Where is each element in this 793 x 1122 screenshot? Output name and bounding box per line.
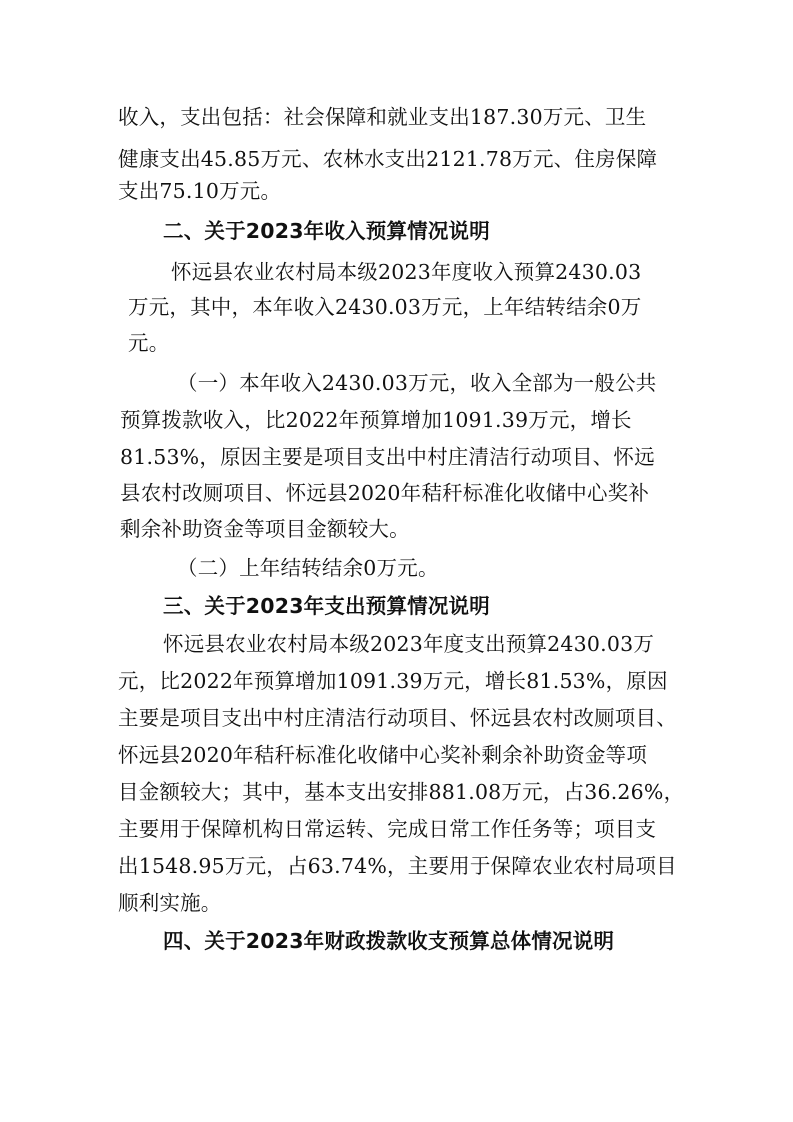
- body-line: 预算拨款收入，比2022年预算增加1091.39万元，增长: [120, 408, 632, 432]
- body-line: 顺利实施。: [118, 891, 222, 915]
- section-heading: 四、关于2023年财政拨款收支预算总体情况说明: [163, 929, 615, 953]
- section-heading: 三、关于2023年支出预算情况说明: [163, 594, 490, 618]
- body-line: 元。: [128, 331, 170, 355]
- body-line: 主要用于保障机构日常运转、完成日常工作任务等；项目支: [118, 817, 657, 841]
- body-line: 剩余补助资金等项目金额较大。: [120, 517, 410, 541]
- section-heading: 二、关于2023年收入预算情况说明: [163, 219, 490, 243]
- body-line: 县农村改厕项目、怀远县2020年秸秆标准化收储中心奖补: [120, 481, 650, 505]
- body-line: 主要是项目支出中村庄清洁行动项目、怀远县农村改厕项目、: [118, 706, 677, 730]
- body-line: 怀远县农业农村局本级2023年度支出预算2430.03万: [163, 632, 655, 656]
- body-line: 怀远县2020年秸秆标准化收储中心奖补剩余补助资金等项: [118, 743, 648, 767]
- body-line: 怀远县农业农村局本级2023年度收入预算2430.03: [171, 260, 642, 284]
- body-line: 出1548.95万元，占63.74%，主要用于保障农业农村局项目: [118, 854, 677, 878]
- body-line: （一）本年收入2430.03万元，收入全部为一般公共: [177, 371, 657, 395]
- body-line: 收入，支出包括：社会保障和就业支出187.30万元、卫生: [118, 105, 647, 129]
- body-line: 81.53%，原因主要是项目支出中村庄清洁行动项目、怀远: [120, 445, 655, 469]
- body-line: 元，比2022年预算增加1091.39万元，增长81.53%，原因: [118, 669, 668, 693]
- body-line: 万元，其中，本年收入2430.03万元，上年结转结余0万: [128, 295, 642, 319]
- body-line: 健康支出45.85万元、农林水支出2121.78万元、住房保障: [118, 147, 658, 171]
- body-line: 支出75.10万元。: [118, 179, 282, 203]
- body-line: （二）上年结转结余0万元。: [177, 556, 439, 580]
- body-line: 目金额较大；其中，基本支出安排881.08万元，占36.26%，: [118, 780, 685, 804]
